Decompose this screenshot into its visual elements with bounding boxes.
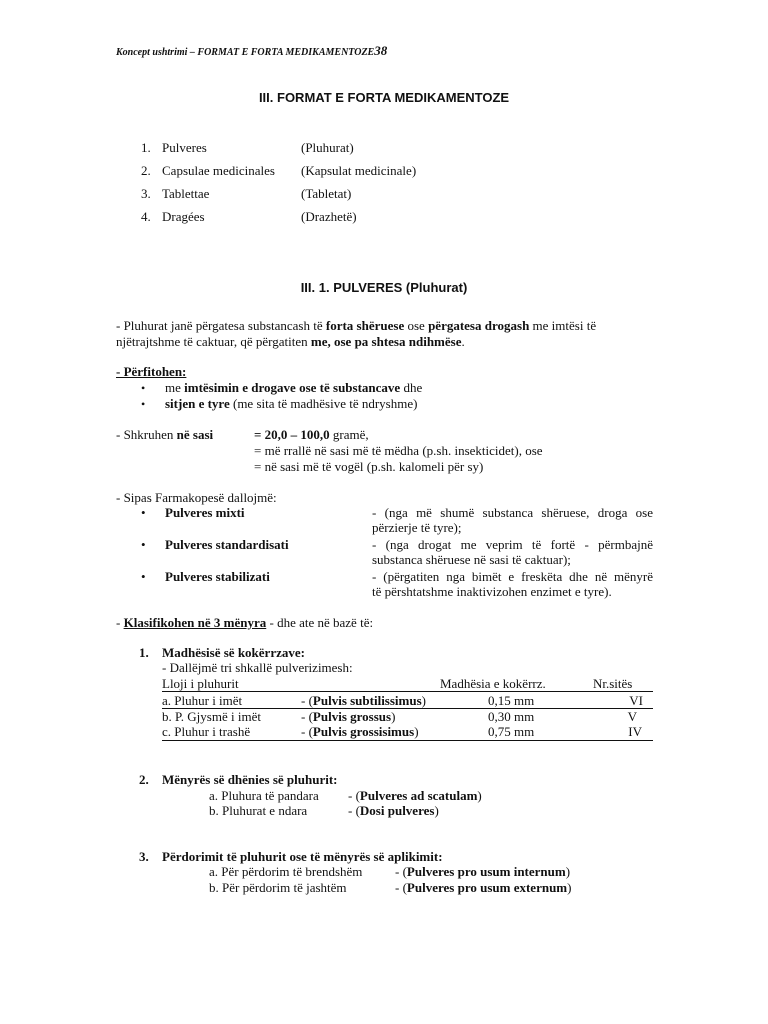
pulveres-name: Pulveres standardisati bbox=[165, 537, 289, 552]
k3-item-latin: - (Pulveres pro usum externum) bbox=[395, 880, 572, 895]
k1-subheading: - Dallëjmë tri shkallë pulverizimesh: bbox=[162, 660, 353, 675]
klasifikohen-line bbox=[116, 615, 373, 631]
bold-underlined-text: Klasifikohen në 3 mënyra bbox=[123, 615, 267, 630]
farmakopese-heading: - Sipas Farmakopesë dallojmë: bbox=[116, 490, 277, 505]
table-bottom-rule bbox=[162, 740, 653, 741]
bullet-icon: • bbox=[141, 569, 146, 584]
bold-text: në sasi bbox=[176, 427, 214, 442]
list-number: 2. bbox=[141, 163, 151, 178]
k1-heading: Madhësisë së kokërrzave: bbox=[162, 645, 305, 660]
list-latin: Pulveres bbox=[162, 140, 207, 155]
table-cell-latin: - (Pulvis grossus) bbox=[301, 709, 396, 724]
perfitohen-heading: - Përfitohen: bbox=[116, 364, 187, 379]
running-header-text: Koncept ushtrimi – FORMAT E FORTA MEDIKAMENTOZE bbox=[116, 47, 375, 58]
shkruhen-line-1 bbox=[254, 427, 369, 443]
table-header: Madhësia e kokërrz. bbox=[440, 676, 546, 691]
table-cell-size: 0,75 mm bbox=[488, 724, 535, 739]
text: (me sita të madhësive të ndryshme) bbox=[229, 396, 418, 411]
list-latin: Dragées bbox=[162, 209, 205, 224]
k3-item-label: a. Për përdorim të brendshëm bbox=[209, 864, 363, 879]
list-latin: Capsulae medicinales bbox=[162, 163, 275, 178]
pulveres-desc-line-1: - (nga më shumë substanca shëruese, droga ose bbox=[372, 505, 653, 520]
bold-text: sitjen e tyre bbox=[165, 396, 230, 411]
shkruhen-label bbox=[116, 427, 213, 443]
bullet-item bbox=[141, 396, 145, 412]
shkruhen-line-3: = në sasi më të vogël (p.sh. kalomeli për sy) bbox=[254, 459, 484, 474]
k2-number: 2. bbox=[139, 772, 149, 787]
k3-item-latin: - (Pulveres pro usum internum) bbox=[395, 864, 571, 879]
list-latin: Tablettae bbox=[162, 186, 210, 201]
table-cell-type: b. P. Gjysmë i imët bbox=[162, 709, 261, 724]
list-number: 1. bbox=[141, 140, 151, 155]
shkruhen-line-2: = më rrallë në sasi më të mëdha (p.sh. insekticidet), ose bbox=[254, 443, 543, 458]
text: me bbox=[165, 380, 185, 395]
text: - bbox=[116, 615, 124, 630]
k2-item-latin: - (Pulveres ad scatulam) bbox=[348, 788, 482, 803]
table-cell-type: c. Pluhur i trashë bbox=[162, 724, 251, 739]
pulveres-desc-line-1: - (përgatiten nga bimët e freskëta dhe në mënyrë bbox=[372, 569, 653, 584]
bullet-icon: • bbox=[141, 397, 146, 411]
list-albanian: (Tabletat) bbox=[301, 186, 352, 201]
k2-item-label: a. Pluhura të pandara bbox=[209, 788, 319, 803]
k2-item-latin: - (Dosi pulveres) bbox=[348, 803, 439, 818]
pulveres-name: Pulveres mixti bbox=[165, 505, 245, 520]
list-albanian: (Drazhetë) bbox=[301, 209, 357, 224]
text: ose bbox=[404, 318, 429, 333]
bullet-text bbox=[165, 380, 422, 396]
list-number: 4. bbox=[141, 209, 151, 224]
k3-heading: Përdorimit të pluhurit ose të mënyrës së aplikimit: bbox=[162, 849, 443, 864]
bold-text: forta shëruese bbox=[325, 318, 405, 333]
page-title: III. FORMAT E FORTA MEDIKAMENTOZE bbox=[258, 90, 510, 105]
k2-heading: Mënyrës së dhënies së pluhurit: bbox=[162, 772, 338, 787]
k2-item-label: b. Pluhurat e ndara bbox=[209, 803, 308, 818]
text: - dhe ate në bazë të: bbox=[266, 615, 374, 630]
k3-item-label: b. Për përdorim të jashtëm bbox=[209, 880, 347, 895]
pulveres-name: Pulveres stabilizati bbox=[165, 569, 270, 584]
intro-line-1 bbox=[116, 318, 596, 334]
bullet-text bbox=[165, 396, 417, 412]
pulveres-desc-line-2: substanca shëruese në sasi të caktuar); bbox=[372, 552, 571, 567]
table-header: Nr.sitës bbox=[593, 676, 633, 691]
table-cell-size: 0,15 mm bbox=[488, 693, 535, 708]
section-title: III. 1. PULVERES (Pluhurat) bbox=[300, 280, 468, 295]
intro-line-2 bbox=[116, 334, 465, 350]
text: - Shkruhen bbox=[116, 427, 177, 442]
pulveres-desc-line-2: përzierje të tyre); bbox=[372, 520, 462, 535]
bold-text: përgatesa drogash bbox=[428, 318, 530, 333]
table-header: Lloji i pluhurit bbox=[162, 676, 239, 691]
table-cell-type: a. Pluhur i imët bbox=[162, 693, 243, 708]
text: me imtësi të bbox=[529, 318, 597, 333]
bold-text: imtësimin e drogave ose të substancave bbox=[184, 380, 401, 395]
table-cell-latin: - (Pulvis grossisimus) bbox=[301, 724, 419, 739]
page-number: 38 bbox=[374, 43, 388, 58]
table-cell-sieve: VI bbox=[629, 693, 643, 708]
list-albanian: (Pluhurat) bbox=[301, 140, 354, 155]
bullet-item bbox=[141, 380, 145, 396]
list-albanian: (Kapsulat medicinale) bbox=[301, 163, 417, 178]
bullet-icon: • bbox=[141, 381, 146, 395]
list-number: 3. bbox=[141, 186, 151, 201]
text: - Pluhurat janë përgatesa substancash të bbox=[116, 318, 326, 333]
bold-text: me, ose pa shtesa ndihmëse bbox=[310, 334, 462, 349]
k3-number: 3. bbox=[139, 849, 149, 864]
bold-text: = 20,0 – 100,0 bbox=[254, 427, 330, 442]
table-header-rule bbox=[162, 691, 653, 692]
table-cell-sieve: V bbox=[627, 709, 637, 724]
text: njëtrajtshme të caktuar, që përgatiten bbox=[116, 334, 311, 349]
bullet-icon: • bbox=[141, 537, 146, 552]
table-cell-latin: - (Pulvis subtilissimus) bbox=[301, 693, 427, 708]
table-cell-size: 0,30 mm bbox=[488, 709, 535, 724]
pulveres-desc-line-1: - (nga drogat me veprim të fortë - përmbajnë bbox=[372, 537, 653, 552]
running-header bbox=[116, 44, 387, 60]
text: dhe bbox=[400, 380, 423, 395]
text: gramë, bbox=[329, 427, 369, 442]
table-cell-sieve: IV bbox=[628, 724, 642, 739]
pulveres-desc-line-2: të përshtatshme inaktivizohen enzimet e tyre). bbox=[372, 584, 612, 599]
k1-number: 1. bbox=[139, 645, 149, 660]
bullet-icon: • bbox=[141, 505, 146, 520]
text: . bbox=[461, 334, 465, 349]
